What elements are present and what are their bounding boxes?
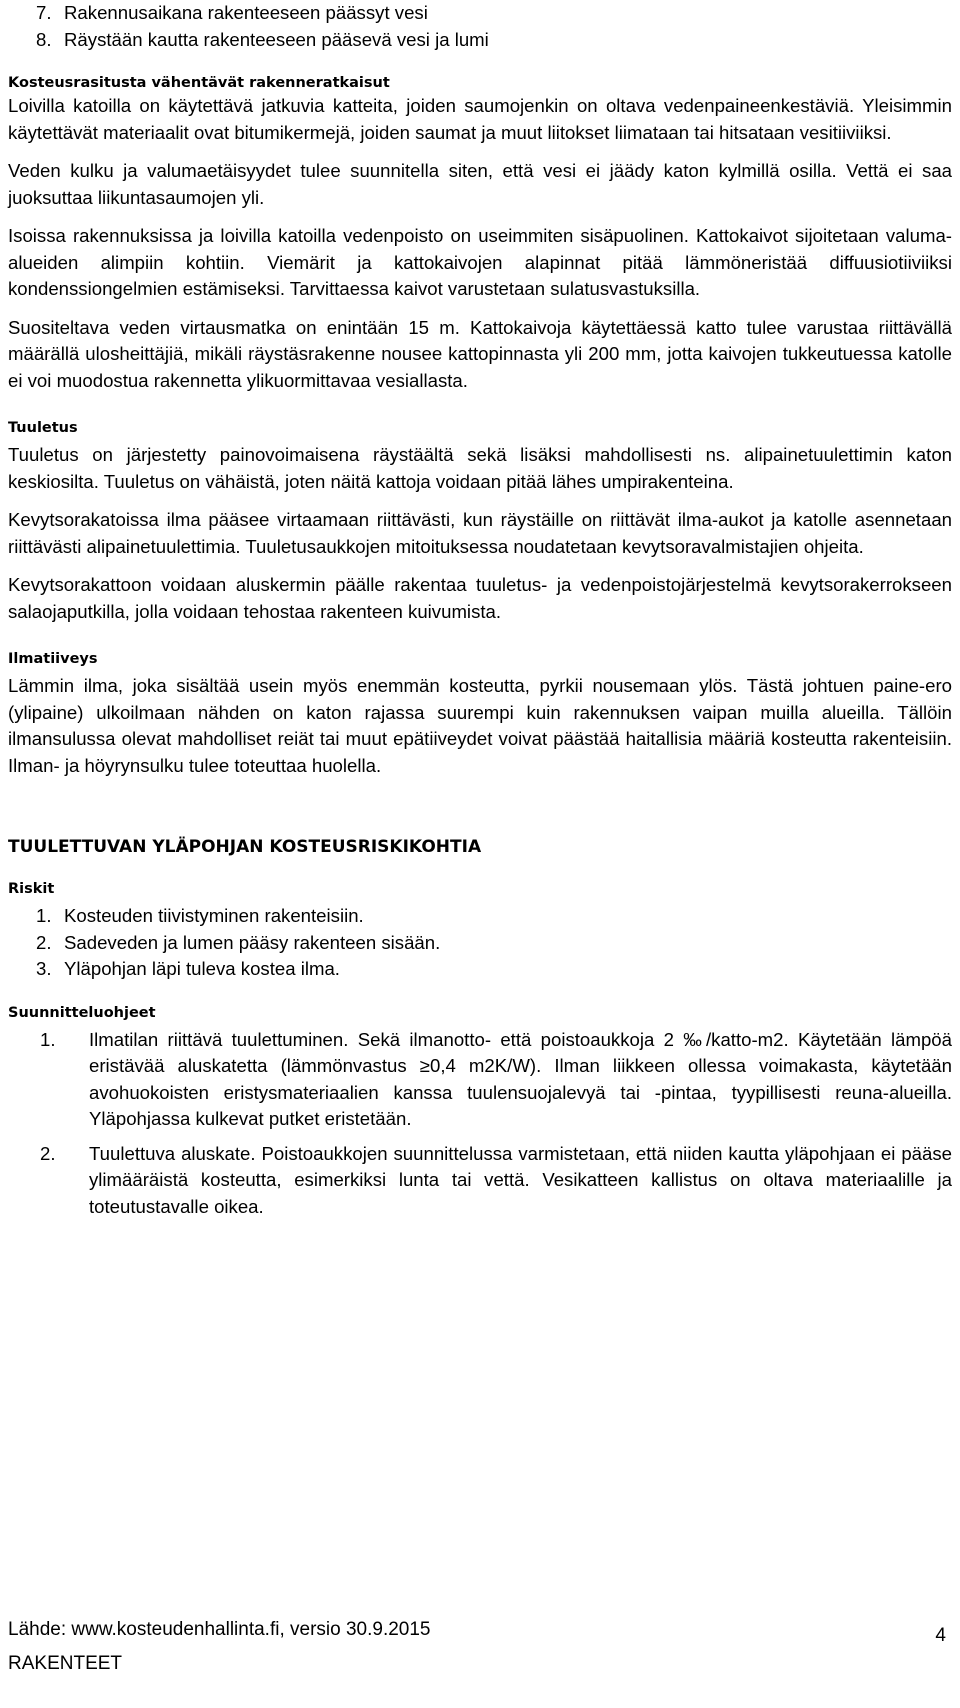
paragraph: Loivilla katoilla on käytettävä jatkuvia katteita, joiden saumojenkin on oltava vedenpaineenkestäviä. Yleisimmin käytettävät materiaalit ovat bitumikermejä, joiden saumat ja muut liitokset liimataan tai hitsataan vesitiiviiksi.: [8, 95, 952, 143]
paragraph: Veden kulku ja valumaetäisyydet tulee suunnitella siten, että vesi ei jäädy katon kylmillä osilla. Vettä ei saa juoksuttaa liikuntasaumojen yli.: [8, 160, 952, 208]
list-number: 1.: [36, 905, 52, 926]
list-number: 8.: [36, 28, 52, 50]
list-text: Rakennusaikana rakenteeseen päässyt vesi: [64, 2, 428, 23]
list-item: [8, 27, 952, 54]
paragraph: Tuuletus on järjestetty painovoimaisena räystäältä sekä lisäksi mahdollisesti ns. alipainetuulettimin katon keskiosilta. Tuuletus on vähäistä, joten näitä kattoja voidaan pitää lähes umpirakenteina.: [8, 444, 952, 492]
paragraph: Kevytsorakattoon voidaan aluskermin päälle rakentaa tuuletus- ja vedenpoistojärjestelmä kevytsorakerrokseen salaojaputkilla, jolla voidaan tehostaa rakenteen kuivumista.: [8, 574, 952, 622]
list-number: 7.: [36, 2, 52, 23]
main-section-heading: TUULETTUVAN YLÄPOHJAN KOSTEUSRISKIKOHTIA: [8, 837, 482, 857]
list-number: 2.: [36, 931, 52, 953]
paragraph: Suositeltava veden virtausmatka on enintään 15 m. Kattokaivoja käytettäessä katto tulee varustaa riittävällä määrällä ulosheittäjiä, mikäli räystäsrakenne nousee kattopinnasta yli 200 mm, jotta kaivojen tukkeutuessa katolle ei voi muodostua rakennetta ylikuormittavaa vesiallasta.: [8, 316, 952, 391]
list-text: Sadeveden ja lumen pääsy rakenteen sisään.: [64, 931, 441, 953]
list-text: Kosteuden tiivistyminen rakenteisiin.: [64, 905, 364, 926]
section-heading-kosteusrasitus: Kosteusrasitusta vähentävät rakenneratkaisut: [8, 75, 390, 91]
section-heading-suunnitteluohjeet: Suunnitteluohjeet: [8, 1004, 156, 1021]
section-heading-ilmatiiveys: Ilmatiiveys: [8, 651, 98, 667]
list-item: [8, 0, 952, 27]
list-item: [8, 930, 952, 957]
section-heading-tuuletus: Tuuletus: [8, 420, 78, 436]
page-number: 4: [935, 1625, 946, 1646]
page-footer: [8, 1615, 952, 1679]
list-number: 2.: [40, 1142, 56, 1164]
list-item: [8, 1027, 952, 1133]
list-text: Räystään kautta rakenteeseen pääsevä vesi ja lumi: [64, 28, 489, 50]
list-item: [8, 1141, 952, 1221]
list-text: Ilmatilan riittävä tuulettuminen. Sekä ilmanotto- että poistoaukkoja 2 ‰/katto-m2. Käytetään lämpöä eristävää aluskatetta (lämmönvastus ≥0,4 m2K/W). Ilman liikkeen ollessa voimakasta, käytetään avohuokoisten eristysmateriaalien kanssa tuulensuojalevyä tai -pintaa, tyypillisesti reuna-alueilla. Yläpohjassa kulkevat putket eristetään.: [89, 1028, 952, 1129]
footer-title: RAKENTEET: [8, 1653, 123, 1674]
list-item: [8, 956, 952, 983]
document-page: [8, 0, 952, 1220]
section-heading-riskit: Riskit: [8, 881, 55, 897]
paragraph: Lämmin ilma, joka sisältää usein myös enemmän kosteutta, pyrkii nousemaan ylös. Tästä johtuen paine-ero (ylipaine) ulkoilmaan nähden on katon rajassa suurempi kuin rakennuksen vaipan muilla alueilla. Tällöin ilmansulussa olevat mahdolliset reiät tai muut epätiiveydet voivat päästää haitallisia määriä kosteutta rakenteisiin. Ilman- ja höyrynsulku tulee toteuttaa huolella.: [8, 675, 952, 776]
list-number: 3.: [36, 958, 52, 979]
source-line: Lähde: www.kosteudenhallinta.fi, versio 30.9.2015: [8, 1619, 431, 1640]
list-item: [8, 903, 952, 930]
list-text: Yläpohjan läpi tuleva kostea ilma.: [64, 958, 340, 979]
list-number: 1.: [40, 1028, 56, 1050]
paragraph: Kevytsorakatoissa ilma pääsee virtaamaan riittävästi, kun räystäille on riittävät ilma-aukot ja katolle asennetaan riittävästi alipainetuulettimia. Tuuletusaukkojen mitoituksessa noudatetaan kevytsoravalmistajien ohjeita.: [8, 509, 952, 557]
list-text: Tuulettuva aluskate. Poistoaukkojen suunnittelussa varmistetaan, että niiden kautta yläpohjaan ei pääse ylimääräistä kosteutta, esimerkiksi lunta tai vettä. Vesikatteen kallistus on oltava materiaalille ja toteutustavalle oikea.: [89, 1142, 952, 1217]
paragraph: Isoissa rakennuksissa ja loivilla katoilla vedenpoisto on useimmiten sisäpuolinen. Kattokaivot sijoitetaan valuma-alueiden alimpiin kohtiin. Viemärit ja kattokaivojen alapinnat pitää lämmöneristää diffuusiotiiviiksi kondenssiongelmien estämiseksi. Tarvittaessa kaivot varustetaan sulatusvastuksilla.: [8, 225, 952, 299]
